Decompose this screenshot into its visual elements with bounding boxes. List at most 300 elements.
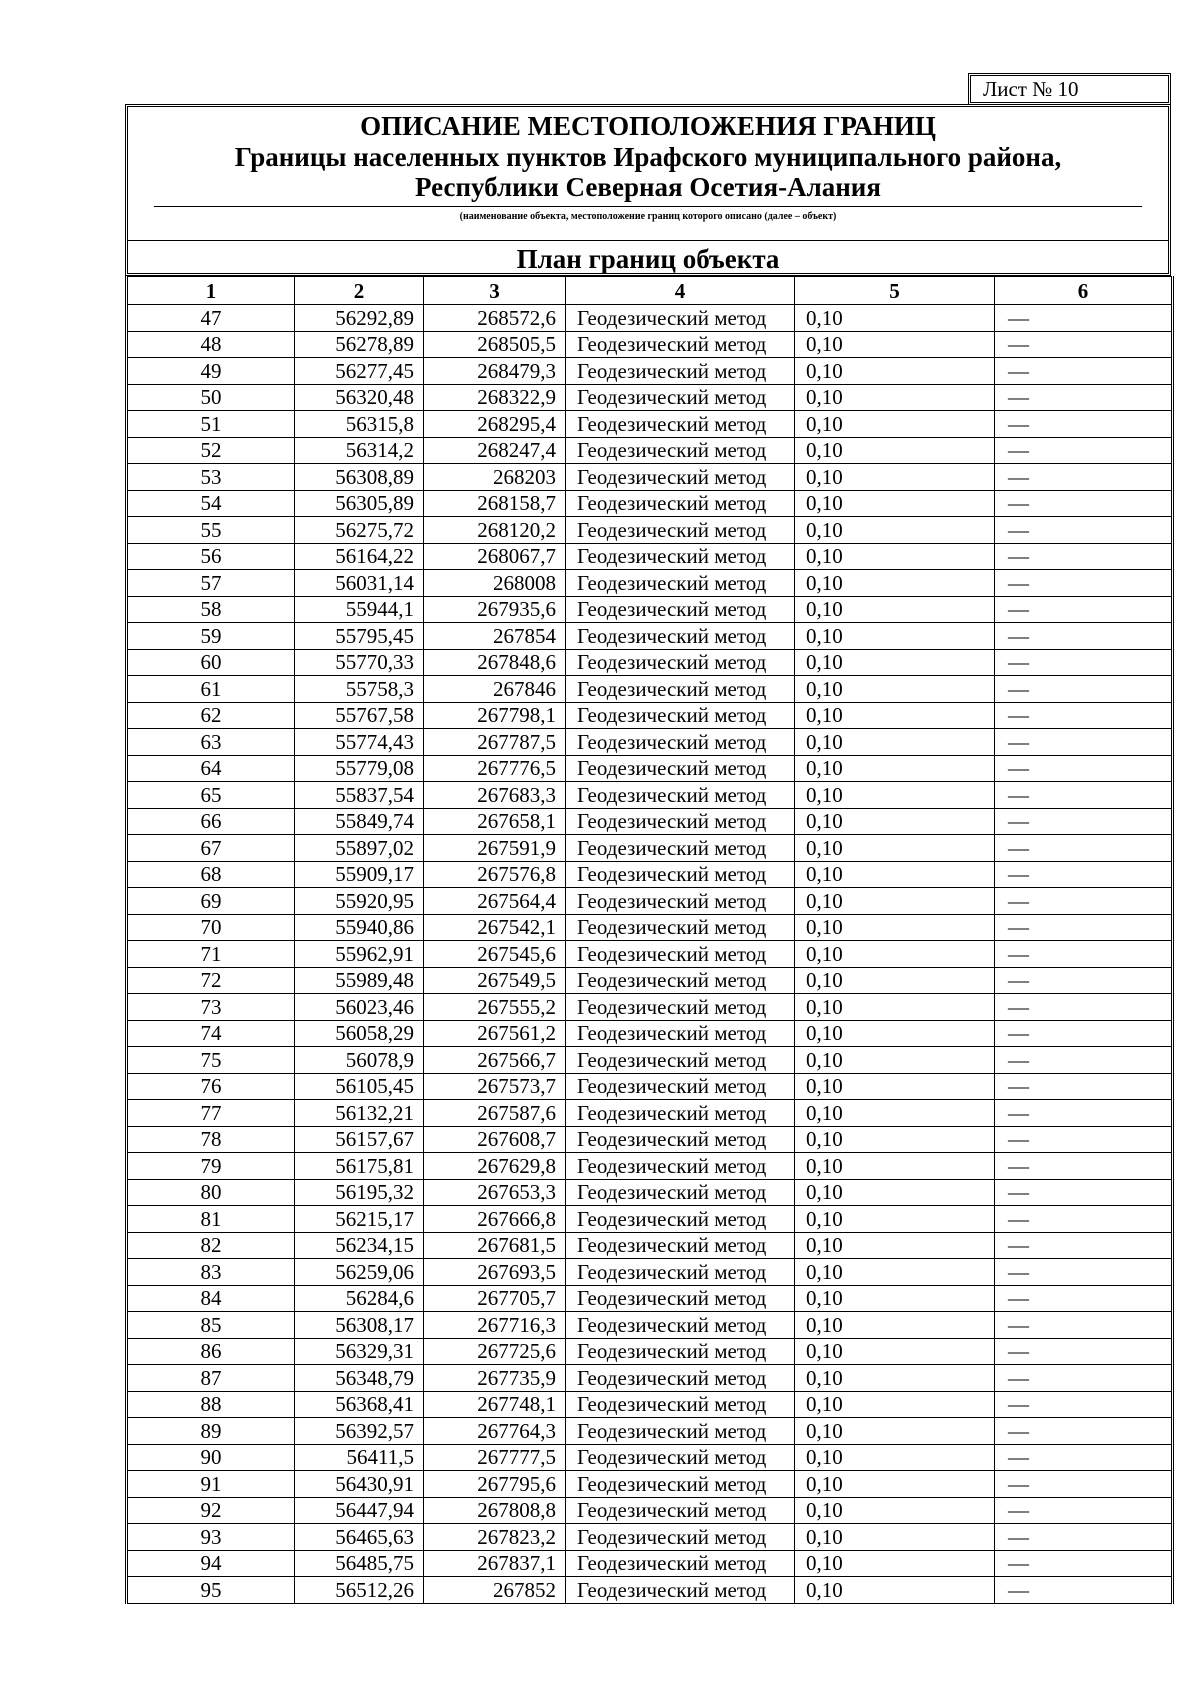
table-row	[127, 994, 1173, 1021]
description-cell: —	[995, 835, 1173, 862]
description-cell: —	[995, 1126, 1173, 1153]
table-row	[127, 1179, 1173, 1206]
method-cell: Геодезический метод	[566, 1206, 795, 1233]
accuracy-cell: 0,10	[795, 1550, 995, 1577]
description-cell: —	[995, 464, 1173, 491]
description-cell: —	[995, 1524, 1173, 1551]
point-number-cell: 54	[127, 490, 295, 517]
table-row	[127, 729, 1173, 756]
table-header-row	[127, 277, 1173, 305]
x-coordinate-cell: 55758,3	[295, 676, 424, 703]
accuracy-cell: 0,10	[795, 888, 995, 915]
table-row	[127, 1285, 1173, 1312]
y-coordinate-cell: 268008	[424, 570, 566, 597]
point-number-cell: 85	[127, 1312, 295, 1339]
x-coordinate-cell: 55767,58	[295, 702, 424, 729]
x-coordinate-cell: 56023,46	[295, 994, 424, 1021]
point-number-cell: 65	[127, 782, 295, 809]
x-coordinate-cell: 56157,67	[295, 1126, 424, 1153]
table-row	[127, 1577, 1173, 1604]
y-coordinate-cell: 267587,6	[424, 1100, 566, 1127]
description-cell: —	[995, 755, 1173, 782]
method-cell: Геодезический метод	[566, 1391, 795, 1418]
x-coordinate-cell: 56277,45	[295, 358, 424, 385]
accuracy-cell: 0,10	[795, 331, 995, 358]
point-number-cell: 63	[127, 729, 295, 756]
y-coordinate-cell: 267823,2	[424, 1524, 566, 1551]
description-cell: —	[995, 729, 1173, 756]
y-coordinate-cell: 267748,1	[424, 1391, 566, 1418]
y-coordinate-cell: 268479,3	[424, 358, 566, 385]
table-row	[127, 1444, 1173, 1471]
accuracy-cell: 0,10	[795, 1126, 995, 1153]
y-coordinate-cell: 267846	[424, 676, 566, 703]
y-coordinate-cell: 268505,5	[424, 331, 566, 358]
method-cell: Геодезический метод	[566, 1073, 795, 1100]
method-cell: Геодезический метод	[566, 1179, 795, 1206]
table-row	[127, 1471, 1173, 1498]
table-row	[127, 1047, 1173, 1074]
method-cell: Геодезический метод	[566, 676, 795, 703]
table-row	[127, 411, 1173, 438]
point-number-cell: 60	[127, 649, 295, 676]
accuracy-cell: 0,10	[795, 570, 995, 597]
table-row	[127, 1497, 1173, 1524]
y-coordinate-cell: 267935,6	[424, 596, 566, 623]
table-row	[127, 358, 1173, 385]
description-cell: —	[995, 808, 1173, 835]
y-coordinate-cell: 267852	[424, 1577, 566, 1604]
accuracy-cell: 0,10	[795, 941, 995, 968]
y-coordinate-cell: 267776,5	[424, 755, 566, 782]
description-cell: —	[995, 1073, 1173, 1100]
y-coordinate-cell: 267629,8	[424, 1153, 566, 1180]
x-coordinate-cell: 56320,48	[295, 384, 424, 411]
point-number-cell: 64	[127, 755, 295, 782]
table-row	[127, 835, 1173, 862]
method-cell: Геодезический метод	[566, 967, 795, 994]
description-cell: —	[995, 1577, 1173, 1604]
description-cell: —	[995, 517, 1173, 544]
x-coordinate-cell: 55897,02	[295, 835, 424, 862]
y-coordinate-cell: 267854	[424, 623, 566, 650]
x-coordinate-cell: 56105,45	[295, 1073, 424, 1100]
table-row	[127, 543, 1173, 570]
table-row	[127, 331, 1173, 358]
accuracy-cell: 0,10	[795, 1073, 995, 1100]
method-cell: Геодезический метод	[566, 623, 795, 650]
point-number-cell: 61	[127, 676, 295, 703]
accuracy-cell: 0,10	[795, 305, 995, 332]
description-cell: —	[995, 1206, 1173, 1233]
accuracy-cell: 0,10	[795, 1020, 995, 1047]
table-row	[127, 967, 1173, 994]
x-coordinate-cell: 56234,15	[295, 1232, 424, 1259]
point-number-cell: 71	[127, 941, 295, 968]
point-number-cell: 80	[127, 1179, 295, 1206]
y-coordinate-cell: 267777,5	[424, 1444, 566, 1471]
y-coordinate-cell: 268247,4	[424, 437, 566, 464]
x-coordinate-cell: 56259,06	[295, 1259, 424, 1286]
point-number-cell: 48	[127, 331, 295, 358]
method-cell: Геодезический метод	[566, 517, 795, 544]
x-coordinate-cell: 55944,1	[295, 596, 424, 623]
y-coordinate-cell: 267653,3	[424, 1179, 566, 1206]
method-cell: Геодезический метод	[566, 888, 795, 915]
object-name-caption: (наименование объекта, местоположение границ которого описано (далее – объект)	[459, 211, 837, 222]
method-cell: Геодезический метод	[566, 914, 795, 941]
column-header: 4	[566, 277, 795, 305]
x-coordinate-cell: 56308,89	[295, 464, 424, 491]
description-cell: —	[995, 914, 1173, 941]
point-number-cell: 68	[127, 861, 295, 888]
point-number-cell: 69	[127, 888, 295, 915]
accuracy-cell: 0,10	[795, 1259, 995, 1286]
x-coordinate-cell: 55920,95	[295, 888, 424, 915]
point-number-cell: 81	[127, 1206, 295, 1233]
accuracy-cell: 0,10	[795, 517, 995, 544]
y-coordinate-cell: 267693,5	[424, 1259, 566, 1286]
y-coordinate-cell: 267764,3	[424, 1418, 566, 1445]
table-row	[127, 676, 1173, 703]
accuracy-cell: 0,10	[795, 1497, 995, 1524]
table-row	[127, 1338, 1173, 1365]
accuracy-cell: 0,10	[795, 437, 995, 464]
x-coordinate-cell: 56392,57	[295, 1418, 424, 1445]
x-coordinate-cell: 55837,54	[295, 782, 424, 809]
accuracy-cell: 0,10	[795, 755, 995, 782]
description-cell: —	[995, 331, 1173, 358]
description-cell: —	[995, 1179, 1173, 1206]
method-cell: Геодезический метод	[566, 305, 795, 332]
method-cell: Геодезический метод	[566, 1418, 795, 1445]
object-name-underline	[154, 206, 1142, 207]
method-cell: Геодезический метод	[566, 384, 795, 411]
point-number-cell: 66	[127, 808, 295, 835]
point-number-cell: 75	[127, 1047, 295, 1074]
point-number-cell: 91	[127, 1471, 295, 1498]
method-cell: Геодезический метод	[566, 994, 795, 1021]
point-number-cell: 74	[127, 1020, 295, 1047]
point-number-cell: 57	[127, 570, 295, 597]
x-coordinate-cell: 56305,89	[295, 490, 424, 517]
method-cell: Геодезический метод	[566, 358, 795, 385]
x-coordinate-cell: 55940,86	[295, 914, 424, 941]
y-coordinate-cell: 267573,7	[424, 1073, 566, 1100]
point-number-cell: 70	[127, 914, 295, 941]
x-coordinate-cell: 56078,9	[295, 1047, 424, 1074]
description-cell: —	[995, 305, 1173, 332]
x-coordinate-cell: 55962,91	[295, 941, 424, 968]
method-cell: Геодезический метод	[566, 1020, 795, 1047]
method-cell: Геодезический метод	[566, 570, 795, 597]
y-coordinate-cell: 267837,1	[424, 1550, 566, 1577]
method-cell: Геодезический метод	[566, 1577, 795, 1604]
y-coordinate-cell: 267681,5	[424, 1232, 566, 1259]
table-body	[127, 305, 1173, 1604]
point-number-cell: 82	[127, 1232, 295, 1259]
description-cell: —	[995, 1153, 1173, 1180]
accuracy-cell: 0,10	[795, 1365, 995, 1392]
x-coordinate-cell: 56315,8	[295, 411, 424, 438]
y-coordinate-cell: 267549,5	[424, 967, 566, 994]
point-number-cell: 47	[127, 305, 295, 332]
y-coordinate-cell: 267848,6	[424, 649, 566, 676]
method-cell: Геодезический метод	[566, 941, 795, 968]
table-row	[127, 517, 1173, 544]
table-row	[127, 570, 1173, 597]
point-number-cell: 53	[127, 464, 295, 491]
accuracy-cell: 0,10	[795, 1418, 995, 1445]
x-coordinate-cell: 56485,75	[295, 1550, 424, 1577]
method-cell: Геодезический метод	[566, 1312, 795, 1339]
y-coordinate-cell: 267787,5	[424, 729, 566, 756]
description-cell: —	[995, 888, 1173, 915]
method-cell: Геодезический метод	[566, 835, 795, 862]
description-cell: —	[995, 1391, 1173, 1418]
column-header: 2	[295, 277, 424, 305]
y-coordinate-cell: 268203	[424, 464, 566, 491]
x-coordinate-cell: 55770,33	[295, 649, 424, 676]
accuracy-cell: 0,10	[795, 861, 995, 888]
accuracy-cell: 0,10	[795, 464, 995, 491]
y-coordinate-cell: 267666,8	[424, 1206, 566, 1233]
description-cell: —	[995, 649, 1173, 676]
table-row	[127, 1232, 1173, 1259]
description-cell: —	[995, 543, 1173, 570]
table-row	[127, 755, 1173, 782]
table-row	[127, 464, 1173, 491]
point-number-cell: 58	[127, 596, 295, 623]
y-coordinate-cell: 267725,6	[424, 1338, 566, 1365]
method-cell: Геодезический метод	[566, 1047, 795, 1074]
y-coordinate-cell: 267705,7	[424, 1285, 566, 1312]
x-coordinate-cell: 55779,08	[295, 755, 424, 782]
description-cell: —	[995, 1418, 1173, 1445]
table-row	[127, 941, 1173, 968]
method-cell: Геодезический метод	[566, 1338, 795, 1365]
accuracy-cell: 0,10	[795, 1179, 995, 1206]
point-number-cell: 94	[127, 1550, 295, 1577]
object-name-line-1: Границы населенных пунктов Ирафского муниципального района,	[234, 142, 1062, 172]
x-coordinate-cell: 56215,17	[295, 1206, 424, 1233]
table-row	[127, 1100, 1173, 1127]
accuracy-cell: 0,10	[795, 1206, 995, 1233]
method-cell: Геодезический метод	[566, 729, 795, 756]
method-cell: Геодезический метод	[566, 808, 795, 835]
table-row	[127, 861, 1173, 888]
accuracy-cell: 0,10	[795, 1524, 995, 1551]
accuracy-cell: 0,10	[795, 1285, 995, 1312]
accuracy-cell: 0,10	[795, 1471, 995, 1498]
accuracy-cell: 0,10	[795, 994, 995, 1021]
y-coordinate-cell: 268120,2	[424, 517, 566, 544]
description-cell: —	[995, 967, 1173, 994]
description-cell: —	[995, 1100, 1173, 1127]
description-cell: —	[995, 411, 1173, 438]
description-cell: —	[995, 570, 1173, 597]
method-cell: Геодезический метод	[566, 331, 795, 358]
y-coordinate-cell: 267561,2	[424, 1020, 566, 1047]
header-divider	[128, 240, 1168, 241]
point-number-cell: 87	[127, 1365, 295, 1392]
y-coordinate-cell: 268322,9	[424, 384, 566, 411]
point-number-cell: 49	[127, 358, 295, 385]
point-number-cell: 52	[127, 437, 295, 464]
accuracy-cell: 0,10	[795, 596, 995, 623]
method-cell: Геодезический метод	[566, 1126, 795, 1153]
method-cell: Геодезический метод	[566, 702, 795, 729]
point-number-cell: 93	[127, 1524, 295, 1551]
x-coordinate-cell: 56447,94	[295, 1497, 424, 1524]
method-cell: Геодезический метод	[566, 861, 795, 888]
x-coordinate-cell: 56195,32	[295, 1179, 424, 1206]
method-cell: Геодезический метод	[566, 1524, 795, 1551]
description-cell: —	[995, 1020, 1173, 1047]
accuracy-cell: 0,10	[795, 1444, 995, 1471]
method-cell: Геодезический метод	[566, 1550, 795, 1577]
coordinates-table	[125, 276, 1174, 1604]
method-cell: Геодезический метод	[566, 490, 795, 517]
description-cell: —	[995, 1312, 1173, 1339]
description-cell: —	[995, 1047, 1173, 1074]
y-coordinate-cell: 267798,1	[424, 702, 566, 729]
description-cell: —	[995, 1550, 1173, 1577]
accuracy-cell: 0,10	[795, 1312, 995, 1339]
accuracy-cell: 0,10	[795, 782, 995, 809]
table-row	[127, 782, 1173, 809]
accuracy-cell: 0,10	[795, 649, 995, 676]
y-coordinate-cell: 267545,6	[424, 941, 566, 968]
accuracy-cell: 0,10	[795, 1047, 995, 1074]
table-row	[127, 1073, 1173, 1100]
point-number-cell: 95	[127, 1577, 295, 1604]
y-coordinate-cell: 267576,8	[424, 861, 566, 888]
point-number-cell: 62	[127, 702, 295, 729]
table-row	[127, 649, 1173, 676]
description-cell: —	[995, 676, 1173, 703]
accuracy-cell: 0,10	[795, 358, 995, 385]
y-coordinate-cell: 267608,7	[424, 1126, 566, 1153]
x-coordinate-cell: 56348,79	[295, 1365, 424, 1392]
point-number-cell: 72	[127, 967, 295, 994]
column-header: 1	[127, 277, 295, 305]
plan-title: План границ объекта	[516, 244, 780, 274]
table-row	[127, 1550, 1173, 1577]
point-number-cell: 73	[127, 994, 295, 1021]
method-cell: Геодезический метод	[566, 649, 795, 676]
description-cell: —	[995, 1285, 1173, 1312]
y-coordinate-cell: 267658,1	[424, 808, 566, 835]
point-number-cell: 76	[127, 1073, 295, 1100]
point-number-cell: 86	[127, 1338, 295, 1365]
point-number-cell: 90	[127, 1444, 295, 1471]
accuracy-cell: 0,10	[795, 1100, 995, 1127]
description-cell: —	[995, 941, 1173, 968]
x-coordinate-cell: 55774,43	[295, 729, 424, 756]
table-row	[127, 1312, 1173, 1339]
document-header	[125, 104, 1171, 276]
method-cell: Геодезический метод	[566, 437, 795, 464]
x-coordinate-cell: 56368,41	[295, 1391, 424, 1418]
description-cell: —	[995, 1444, 1173, 1471]
accuracy-cell: 0,10	[795, 835, 995, 862]
description-cell: —	[995, 1232, 1173, 1259]
x-coordinate-cell: 56430,91	[295, 1471, 424, 1498]
point-number-cell: 67	[127, 835, 295, 862]
method-cell: Геодезический метод	[566, 464, 795, 491]
accuracy-cell: 0,10	[795, 702, 995, 729]
method-cell: Геодезический метод	[566, 543, 795, 570]
y-coordinate-cell: 267564,4	[424, 888, 566, 915]
method-cell: Геодезический метод	[566, 596, 795, 623]
table-row	[127, 384, 1173, 411]
sheet-number	[968, 73, 1171, 105]
y-coordinate-cell: 267795,6	[424, 1471, 566, 1498]
y-coordinate-cell: 268067,7	[424, 543, 566, 570]
description-cell: —	[995, 1365, 1173, 1392]
accuracy-cell: 0,10	[795, 729, 995, 756]
x-coordinate-cell: 56175,81	[295, 1153, 424, 1180]
y-coordinate-cell: 267555,2	[424, 994, 566, 1021]
x-coordinate-cell: 56058,29	[295, 1020, 424, 1047]
y-coordinate-cell: 267735,9	[424, 1365, 566, 1392]
point-number-cell: 89	[127, 1418, 295, 1445]
description-cell: —	[995, 384, 1173, 411]
description-cell: —	[995, 994, 1173, 1021]
accuracy-cell: 0,10	[795, 623, 995, 650]
method-cell: Геодезический метод	[566, 1497, 795, 1524]
x-coordinate-cell: 55989,48	[295, 967, 424, 994]
description-cell: —	[995, 702, 1173, 729]
point-number-cell: 50	[127, 384, 295, 411]
accuracy-cell: 0,10	[795, 543, 995, 570]
accuracy-cell: 0,10	[795, 1577, 995, 1604]
point-number-cell: 55	[127, 517, 295, 544]
y-coordinate-cell: 267683,3	[424, 782, 566, 809]
x-coordinate-cell: 56465,63	[295, 1524, 424, 1551]
table-row	[127, 623, 1173, 650]
point-number-cell: 79	[127, 1153, 295, 1180]
method-cell: Геодезический метод	[566, 1444, 795, 1471]
column-header: 5	[795, 277, 995, 305]
table-row	[127, 1365, 1173, 1392]
accuracy-cell: 0,10	[795, 676, 995, 703]
y-coordinate-cell: 267542,1	[424, 914, 566, 941]
x-coordinate-cell: 56164,22	[295, 543, 424, 570]
document-title: ОПИСАНИЕ МЕСТОПОЛОЖЕНИЯ ГРАНИЦ	[360, 111, 936, 141]
table-row	[127, 1391, 1173, 1418]
table-row	[127, 437, 1173, 464]
table-row	[127, 305, 1173, 332]
accuracy-cell: 0,10	[795, 808, 995, 835]
method-cell: Геодезический метод	[566, 755, 795, 782]
description-cell: —	[995, 1471, 1173, 1498]
description-cell: —	[995, 1338, 1173, 1365]
accuracy-cell: 0,10	[795, 384, 995, 411]
accuracy-cell: 0,10	[795, 1391, 995, 1418]
point-number-cell: 84	[127, 1285, 295, 1312]
y-coordinate-cell: 268572,6	[424, 305, 566, 332]
method-cell: Геодезический метод	[566, 1471, 795, 1498]
method-cell: Геодезический метод	[566, 1285, 795, 1312]
accuracy-cell: 0,10	[795, 1232, 995, 1259]
description-cell: —	[995, 1259, 1173, 1286]
accuracy-cell: 0,10	[795, 490, 995, 517]
table-row	[127, 1126, 1173, 1153]
method-cell: Геодезический метод	[566, 1100, 795, 1127]
x-coordinate-cell: 56278,89	[295, 331, 424, 358]
